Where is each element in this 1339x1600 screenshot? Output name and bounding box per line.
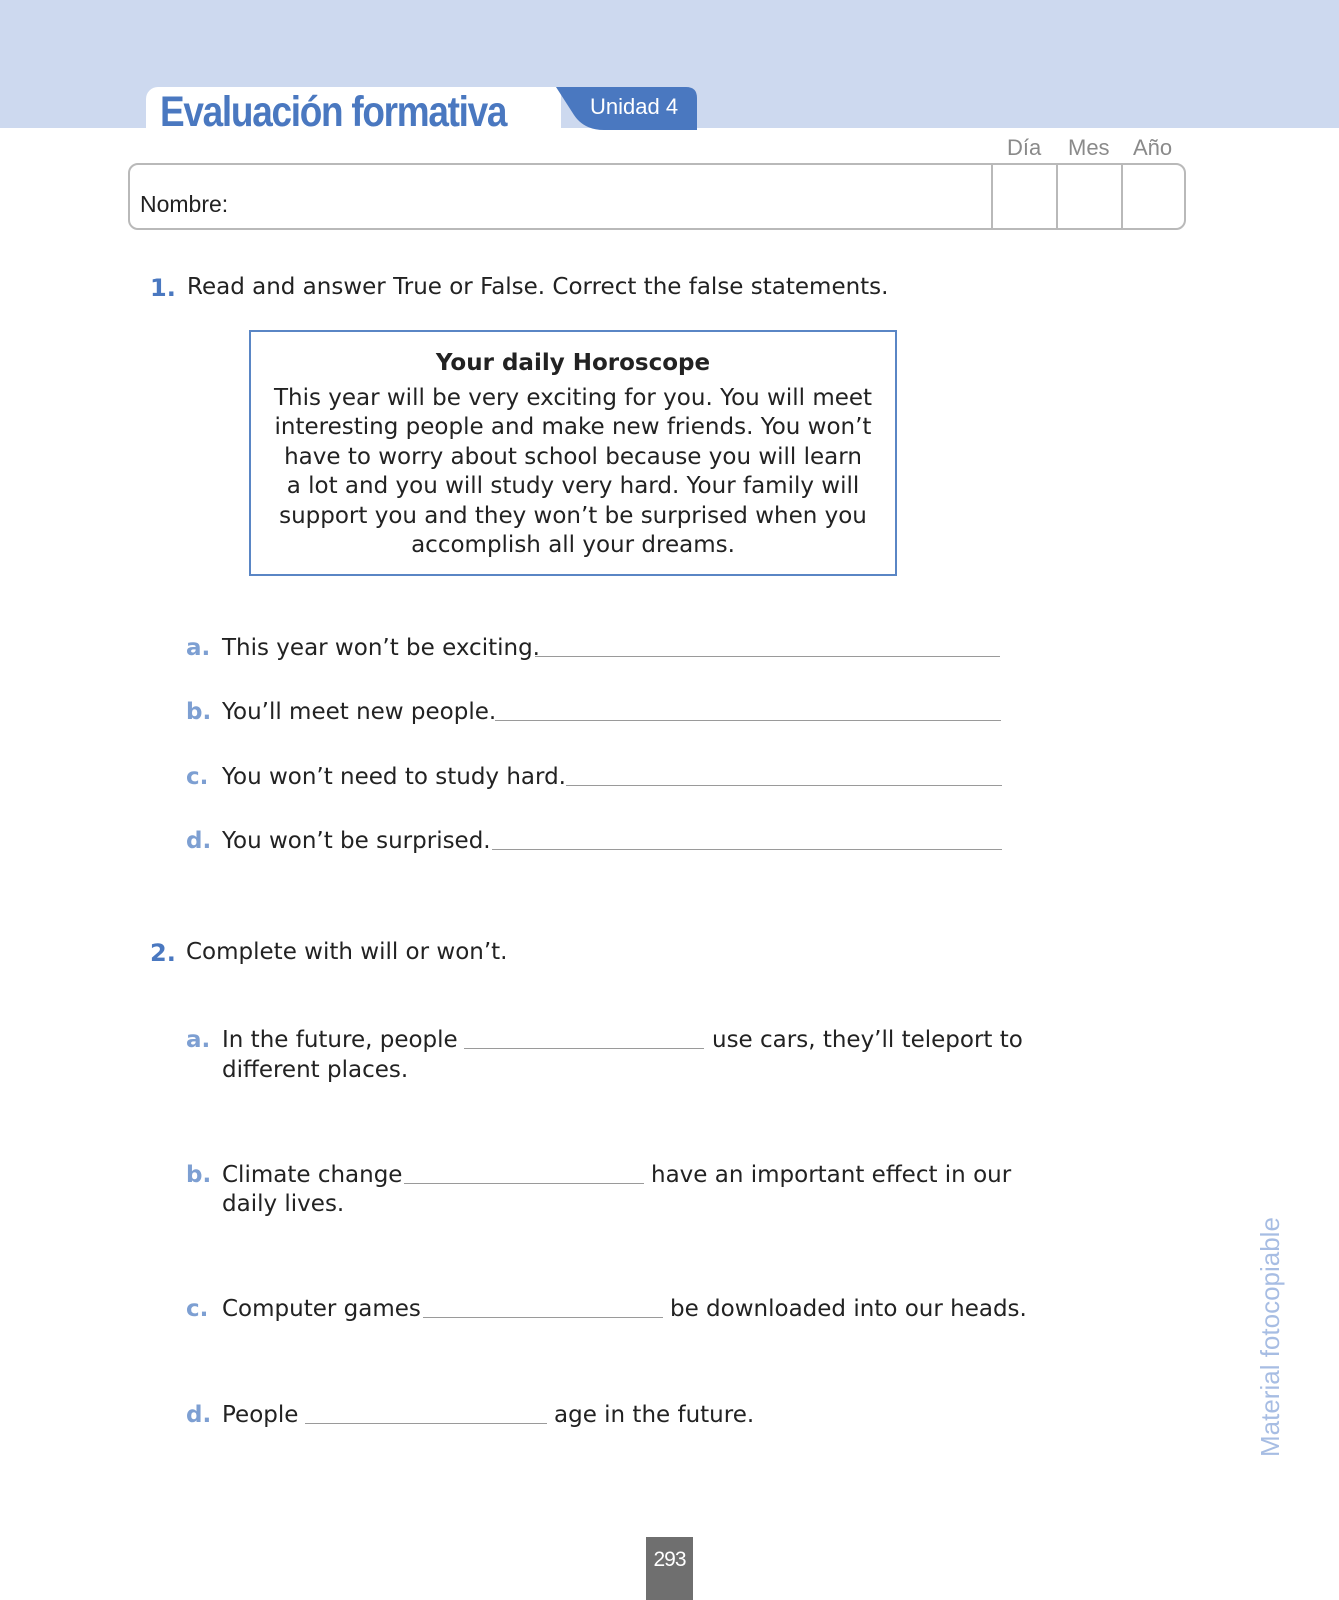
- q2-item-a-letter: a.: [186, 1027, 211, 1053]
- q2-item-d-letter: d.: [186, 1402, 212, 1428]
- horoscope-line: have to worry about school because you will learn: [284, 444, 862, 470]
- day-label: Día: [1007, 135, 1042, 160]
- q2-item-c-after: be downloaded into our heads.: [670, 1296, 1027, 1322]
- q2-item-b-letter: b.: [186, 1162, 212, 1188]
- question-2-number: 2.: [150, 939, 176, 967]
- q2-item-c-letter: c.: [186, 1296, 209, 1322]
- photocopiable-label: Material fotocopiable: [1255, 1217, 1285, 1457]
- q2-item-d-after: age in the future.: [554, 1402, 755, 1428]
- q1-item-d-answer-line[interactable]: [492, 849, 1002, 850]
- question-2-instruction: Complete with will or won’t.: [186, 939, 508, 965]
- month-field[interactable]: [1056, 163, 1058, 230]
- q2-item-a-before: In the future, people: [222, 1027, 458, 1053]
- q1-item-a-answer-line[interactable]: [535, 656, 1000, 657]
- horoscope-line: accomplish all your dreams.: [411, 532, 735, 558]
- horoscope-line: a lot and you will study very hard. Your family will: [286, 473, 860, 499]
- horoscope-title: Your daily Horoscope: [435, 350, 711, 376]
- question-1-number: 1.: [150, 274, 176, 302]
- year-label: Año: [1133, 135, 1173, 160]
- q2-item-a-after: use cars, they’ll teleport to: [712, 1027, 1023, 1053]
- horoscope-line: support you and they won’t be surprised when you: [279, 503, 867, 529]
- year-field[interactable]: [1121, 163, 1123, 230]
- month-label: Mes: [1068, 135, 1110, 160]
- q1-item-a-text: This year won’t be exciting.: [222, 635, 540, 661]
- q1-item-b-text: You’ll meet new people.: [222, 699, 497, 725]
- horoscope-line: This year will be very exciting for you. You will meet: [273, 385, 873, 411]
- q2-item-d-before: People: [222, 1402, 299, 1428]
- horoscope-line: interesting people and make new friends. You won’t: [274, 414, 872, 440]
- q2-item-a-blank[interactable]: [464, 1048, 704, 1049]
- q1-item-d-letter: d.: [186, 828, 212, 854]
- q2-item-b-before: Climate change: [222, 1162, 403, 1188]
- name-label: Nombre:: [140, 191, 229, 217]
- q2-item-b-continuation: daily lives.: [222, 1191, 345, 1217]
- q2-item-c-before: Computer games: [222, 1296, 421, 1322]
- q1-item-c-answer-line[interactable]: [566, 785, 1002, 786]
- question-1-instruction: Read and answer True or False. Correct the false statements.: [187, 274, 889, 300]
- q1-item-b-letter: b.: [186, 699, 212, 725]
- q2-item-b-blank[interactable]: [404, 1183, 644, 1184]
- day-field[interactable]: [991, 163, 993, 230]
- q2-item-b-after: have an important effect in our: [651, 1162, 1012, 1188]
- q2-item-d-blank[interactable]: [305, 1423, 547, 1424]
- name-field[interactable]: [128, 163, 1186, 230]
- q1-item-c-letter: c.: [186, 764, 209, 790]
- q2-item-c-blank[interactable]: [423, 1317, 663, 1318]
- q1-item-c-text: You won’t need to study hard.: [222, 764, 566, 790]
- q2-item-a-continuation: different places.: [222, 1057, 409, 1083]
- page-title: Evaluación formativa: [160, 88, 507, 136]
- page-number: 293: [653, 1548, 686, 1571]
- unit-label: Unidad 4: [590, 94, 679, 119]
- q1-item-a-letter: a.: [186, 635, 211, 661]
- q1-item-d-text: You won’t be surprised.: [222, 828, 491, 854]
- q1-item-b-answer-line[interactable]: [495, 720, 1001, 721]
